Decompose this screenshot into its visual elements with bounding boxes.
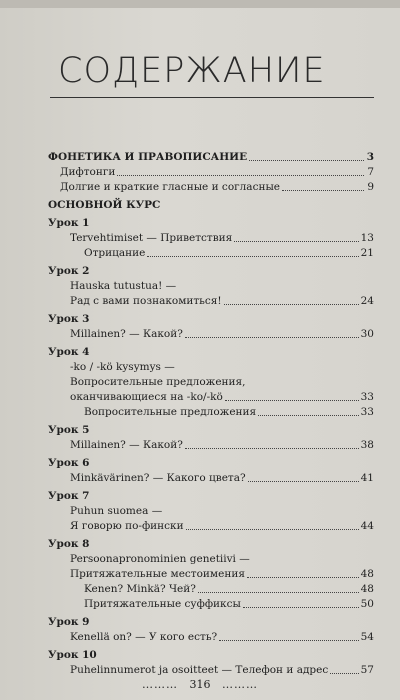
lesson-heading: Урок 5 <box>48 424 90 436</box>
title-underline <box>50 97 374 98</box>
toc-page: 57 <box>360 664 374 676</box>
toc-section-phonetics <box>48 150 374 165</box>
lesson-heading: Урок 7 <box>48 490 90 502</box>
dot-leader <box>186 529 359 530</box>
toc-page: 50 <box>360 598 374 610</box>
toc-entry <box>48 180 374 195</box>
toc-label: Дифтонги <box>60 166 116 178</box>
dot-leader <box>234 241 358 242</box>
toc-entry <box>48 663 374 678</box>
toc-page: 33 <box>360 406 374 418</box>
toc-label: Millainen? — Какой? <box>70 328 183 340</box>
footer-dots-right: ……… <box>222 678 258 691</box>
toc-page: 48 <box>360 568 374 580</box>
toc-entry <box>48 567 374 582</box>
toc-label: оканчивающиеся на -ko/-kö <box>70 391 223 403</box>
dot-leader <box>219 640 358 641</box>
toc-page: 13 <box>360 232 374 244</box>
toc-label: Вопросительные предложения <box>84 406 257 418</box>
dot-leader <box>249 160 364 161</box>
toc-section-main-course: ОСНОВНОЙ КУРС <box>48 199 161 211</box>
toc-entry <box>48 630 374 645</box>
lesson-heading: Урок 1 <box>48 217 90 229</box>
toc-label: Долгие и краткие гласные и согласные <box>60 181 281 193</box>
toc-entry <box>48 597 374 612</box>
dot-leader <box>248 481 359 482</box>
toc-page: 3 <box>366 151 374 163</box>
toc-label: Millainen? — Какой? <box>70 439 183 451</box>
toc-entry <box>48 438 374 453</box>
toc-page: 54 <box>360 631 374 643</box>
toc-page: 41 <box>360 472 374 484</box>
toc-label: Tervehtimiset — Приветствия <box>70 232 233 244</box>
lesson-heading: Урок 8 <box>48 538 90 550</box>
dot-leader <box>185 337 359 338</box>
toc-page: 24 <box>360 295 374 307</box>
toc-entry <box>48 519 374 534</box>
dot-leader <box>282 190 364 191</box>
toc-entry-line: Hauska tutustua! — <box>70 280 177 292</box>
page-top-edge <box>0 0 400 8</box>
dot-leader <box>225 400 359 401</box>
toc-label: Я говорю по-фински <box>70 520 184 532</box>
dot-leader <box>258 415 358 416</box>
toc-page: 44 <box>360 520 374 532</box>
toc-label: Kenellä on? — У кого есть? <box>70 631 218 643</box>
dot-leader <box>247 577 359 578</box>
toc-page: 9 <box>367 181 374 193</box>
toc-page: 30 <box>360 328 374 340</box>
page-number-footer <box>0 678 400 691</box>
dot-leader <box>147 256 358 257</box>
toc-entry <box>48 582 374 597</box>
dot-leader <box>224 304 359 305</box>
lesson-heading: Урок 10 <box>48 649 97 661</box>
toc-label: Puhelinnumerot ja osoitteet — Телефон и адрес <box>70 664 329 676</box>
toc-page: 7 <box>367 166 374 178</box>
lesson-heading: Урок 2 <box>48 265 90 277</box>
page-number: 316 <box>189 678 211 691</box>
lesson-heading: Урок 6 <box>48 457 90 469</box>
dot-leader <box>243 607 359 608</box>
toc-entry <box>48 471 374 486</box>
page-title: СОДЕРЖАНИЕ <box>58 51 326 91</box>
toc-entry <box>48 327 374 342</box>
toc-entry <box>48 390 374 405</box>
toc-page: 33 <box>360 391 374 403</box>
toc-entry <box>48 231 374 246</box>
toc-label: Minkävärinen? — Какого цвета? <box>70 472 246 484</box>
dot-leader <box>117 175 364 176</box>
toc-entry-line: Persoonapronominien genetiivi — <box>70 553 250 565</box>
table-of-contents <box>48 150 374 678</box>
toc-label: Kenen? Minkä? Чей? <box>84 583 196 595</box>
toc-page: 38 <box>360 439 374 451</box>
toc-entry <box>48 165 374 180</box>
toc-entry <box>48 294 374 309</box>
toc-label: Отрицание <box>84 247 146 259</box>
toc-entry <box>48 405 374 420</box>
toc-entry-line: -ko / -kö kysymys — <box>70 361 175 373</box>
dot-leader <box>330 673 358 674</box>
dot-leader <box>185 448 359 449</box>
toc-label: ФОНЕТИКА И ПРАВОПИСАНИЕ <box>48 151 248 163</box>
dot-leader <box>198 592 359 593</box>
toc-entry-line: Вопросительные предложения, <box>70 376 246 388</box>
footer-dots-left: ……… <box>142 678 178 691</box>
toc-label: Рад с вами познакомиться! <box>70 295 222 307</box>
lesson-heading: Урок 3 <box>48 313 90 325</box>
lesson-heading: Урок 9 <box>48 616 90 628</box>
toc-label: Притяжательные местоимения <box>70 568 245 580</box>
toc-entry-line: Puhun suomea — <box>70 505 163 517</box>
toc-page: 21 <box>360 247 374 259</box>
toc-entry <box>48 246 374 261</box>
toc-page: 48 <box>360 583 374 595</box>
toc-label: Притяжательные суффиксы <box>84 598 241 610</box>
lesson-heading: Урок 4 <box>48 346 90 358</box>
